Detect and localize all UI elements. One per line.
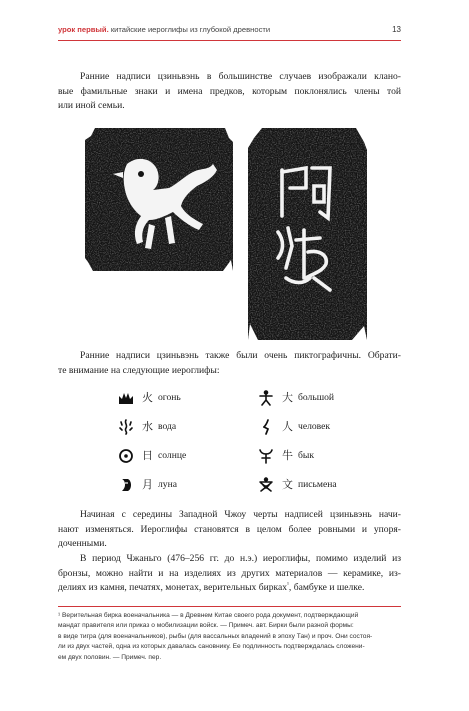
text-line: Ранние надписи цзиньвэнь в большинстве случаев изображали клано- — [80, 71, 401, 82]
hanzi-character: 大 — [282, 392, 293, 404]
hanzi-character: 人 — [282, 421, 293, 433]
footnote-line: мандат правителя или приказ о мобилизации войск. — Примеч. авт. Бирки были разной формы: — [58, 622, 354, 630]
hanzi-character: 文 — [282, 479, 293, 491]
text-line: вые фамильные знаки и имена предков, которым поклонялись члены той — [58, 85, 401, 97]
glyph-entry — [118, 474, 238, 496]
glyph-entry — [258, 474, 388, 496]
running-header — [58, 24, 401, 36]
hanzi-character: 月 — [142, 479, 153, 491]
chapter-subtitle: китайские иероглифы из глубокой древности — [110, 25, 271, 34]
footnote-line: ем двух половин. — Примеч. пер. — [58, 653, 162, 661]
big-glyph-icon — [258, 390, 274, 406]
text-line: Начиная с середины Западной Чжоу черты надписей цзиньвэнь начи- — [80, 509, 401, 520]
glyph-meaning: письмена — [298, 479, 337, 490]
text-fragment: делиях из камня, печатях, монетах, верительных бирках — [58, 582, 288, 593]
glyph-entry — [118, 445, 238, 467]
rubbing-texture — [248, 128, 367, 340]
hanzi-character: 牛 — [282, 450, 293, 462]
hanzi-character: 日 — [142, 450, 153, 462]
glyph-entry — [118, 387, 238, 409]
glyph-entry — [258, 445, 388, 467]
paragraph-4 — [58, 552, 401, 596]
text-line: бронзы, можно найти и на изделиях из других материалов — керамике, из- — [58, 567, 401, 579]
text-fragment: , бамбуке и шелке. — [288, 582, 365, 593]
text-line: или иной семьи. — [58, 100, 125, 111]
text-line: Ранние надписи цзиньвэнь также были очень пиктографичны. Обрати- — [80, 350, 401, 361]
text-line: нают изменяться. Иероглифы становятся в целом более ровными и упоря- — [58, 523, 401, 535]
paragraph-3 — [58, 508, 401, 552]
glyph-meaning: бык — [298, 450, 314, 461]
glyph-entry — [258, 416, 388, 438]
glyph-meaning: вода — [158, 421, 177, 432]
lesson-label: урок первый. — [58, 25, 109, 34]
bronze-rubbing-inscription-image — [248, 128, 367, 340]
footnote-line: в виде тигра (для военачальников), рыбы (для вассальных владений в эпоху Тан) и проч. Они состоя- — [58, 632, 373, 640]
moon-glyph-icon — [118, 477, 134, 493]
footnote-line: ли из двух частей, одна из которых давалась сановнику. Ее подлинность подтверждалась сложени- — [58, 643, 365, 651]
text-line: те внимание на следующие иероглифы: — [58, 364, 220, 376]
glyph-meaning: огонь — [158, 392, 181, 403]
page-number: 13 — [392, 25, 401, 34]
glyph-meaning: луна — [158, 479, 177, 490]
glyph-meaning: солнце — [158, 450, 187, 461]
bronze-rubbing-bird-image — [85, 128, 233, 271]
hanzi-character: 火 — [142, 392, 153, 404]
ox-glyph-icon — [258, 448, 274, 464]
header-rule — [58, 40, 401, 41]
footnote-line: ¹ Верительная бирка военачальника — в Древнем Китае своего рода документ, подтверждающий — [58, 612, 359, 619]
footnote — [58, 611, 401, 663]
text-line: В период Чжаньго (476–256 гг. до н.э.) иероглифы, помимо изделий из — [80, 553, 401, 564]
hanzi-character: 水 — [142, 421, 153, 433]
writing-glyph-icon — [258, 477, 274, 493]
person-glyph-icon — [258, 419, 274, 435]
sun-glyph-icon — [118, 448, 134, 464]
glyph-meaning: большой — [298, 392, 335, 403]
paragraph-2 — [58, 349, 401, 378]
glyph-entry — [118, 416, 238, 438]
text-line — [58, 581, 401, 596]
paragraph-1 — [58, 70, 401, 114]
water-glyph-icon — [118, 419, 134, 435]
fire-glyph-icon — [118, 390, 134, 406]
footnote-rule — [58, 606, 401, 607]
glyph-entry — [258, 387, 388, 409]
rubbing-texture — [85, 128, 233, 271]
footnote-marker[interactable]: ¹ — [287, 581, 289, 588]
glyph-meaning: человек — [298, 421, 331, 432]
text-line: доченными. — [58, 538, 107, 549]
